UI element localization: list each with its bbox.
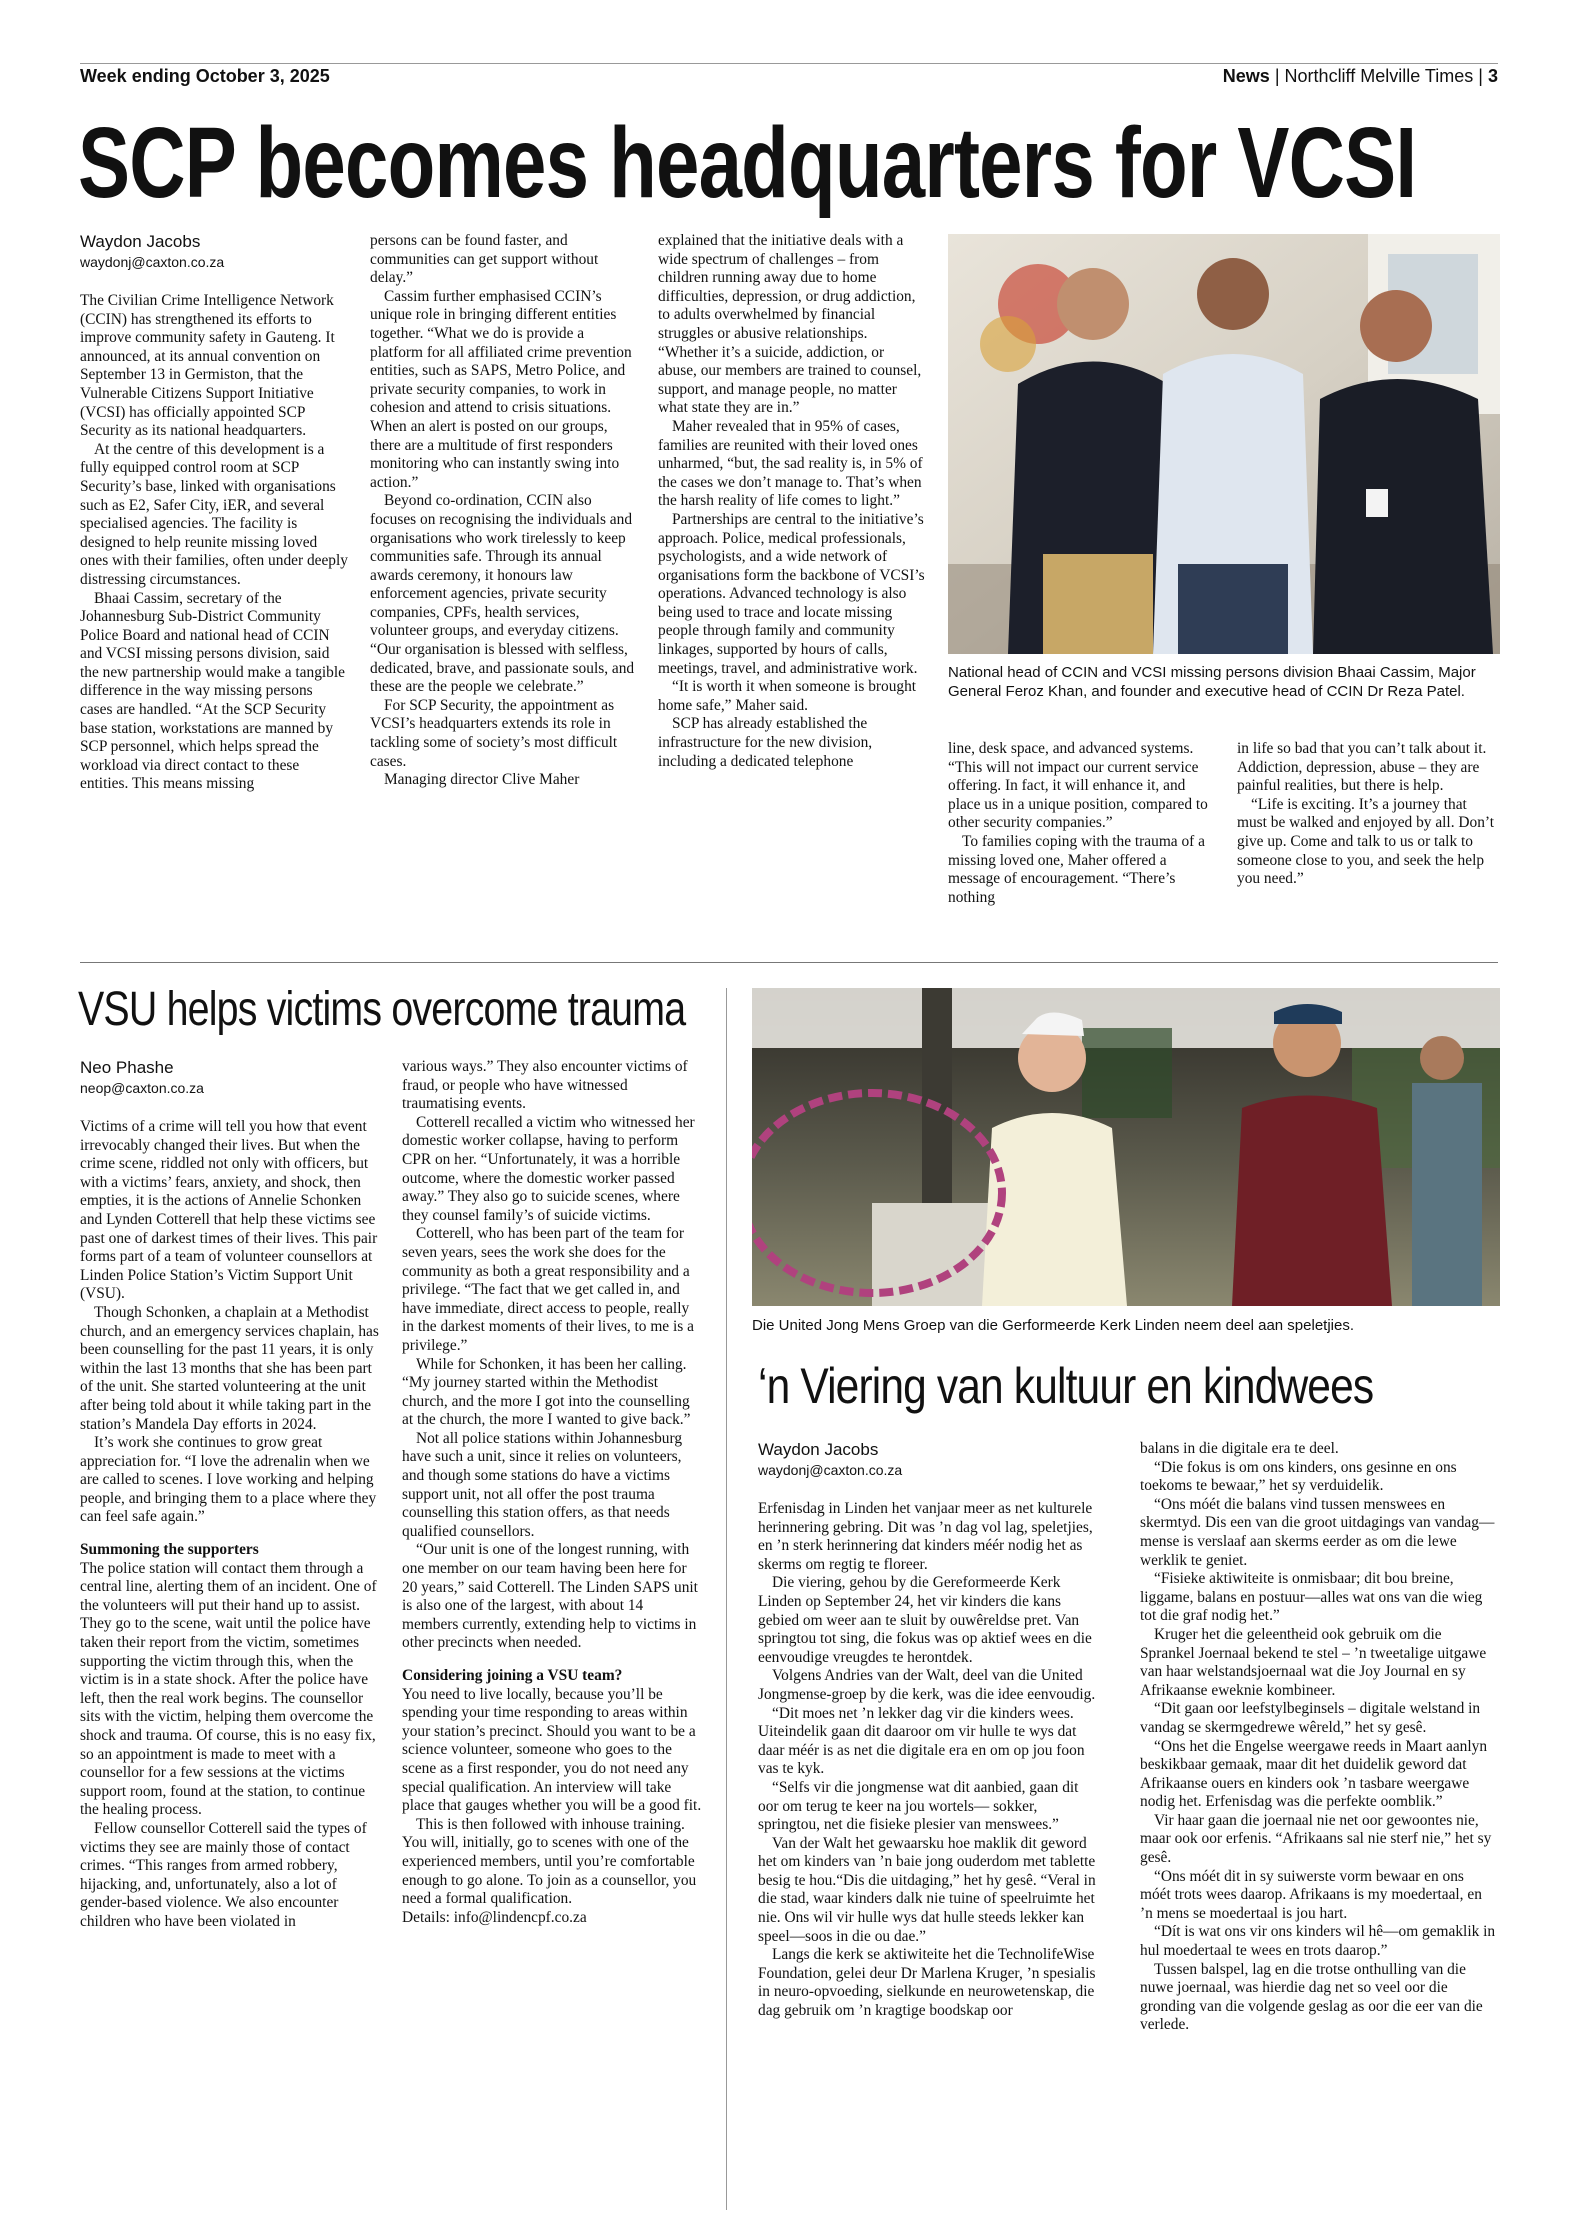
folio-separator: | <box>1274 66 1280 86</box>
article3-author: Waydon Jacobs <box>758 1440 879 1459</box>
page-number: 3 <box>1487 66 1498 86</box>
paragraph: Vir haar gaan die joernaal nie net oor gewoontes nie, maar ook oor erfenis. “Afrikaans sal nie sterf nie,” het sy gesê. <box>1140 1811 1492 1867</box>
article1-col3 <box>658 232 926 940</box>
paragraph: Partnerships are central to the initiative’s approach. Police, medical professionals, psychologists, and a wide network of organisations form the backbone of VCSI’s operations. Advanced technology is also being used to trace and locate missing people through family and community linkages, supported by hours of calls, meetings, travel, and administrative work. <box>658 510 925 677</box>
paragraph: Managing director Clive Maher <box>384 771 580 789</box>
paragraph: You need to live locally, because you’ll be spending your time responding to areas within your station’s precinct. Should you want to be a science volunteer, someone who goes to the scene as a first responder, you do not need any special qualification. An interview will take place that gauges whether you will be a good fit. <box>402 1685 702 1815</box>
paragraph: The police station will contact them through a central line, alerting them of an incident. One of the volunteers will put their hand up to assist. They go to the scene, wait until the police have taken their report from the victim, sometimes supporting the victim through this, when the victim is in a state shock. After the police have left, then the real work begins. The counsellor sits with the victim, helping them overcome the shock and trauma. Of course, this is no easy fix, so an appointment is made to meet with a counsellor for a few sessions at the victims support room, found at the station, to continue the healing process. <box>80 1559 377 1819</box>
header-rule <box>80 63 1498 64</box>
paragraph: The Civilian Crime Intelligence Network (CCIN) has strengthened its efforts to improve community safety in Gauteng. It announced, at its annual convention on September 13 in Germiston, that the Vulnerable Citizens Support Initiative (VCSI) has officially appointed SCP Security as its national headquarters. <box>80 292 335 440</box>
article3-col1 <box>758 1500 1102 2210</box>
section-divider <box>80 962 1498 963</box>
paragraph: It’s work she continues to grow great appreciation for. “I love the adrenalin when we are called to scenes. I love working and helping people, and bringing them to a place where they can feel safe again.” <box>80 1434 377 1526</box>
article1-col2 <box>370 232 638 940</box>
paragraph: Kruger het die geleentheid ook gebruik om die Sprankel Joernaal bekend te stel – ’n tweetalige uitgawe van haar welstandsjoernaal wat die Joy Journal en sy Afrikaanse eweknie kombineer. <box>1140 1625 1487 1699</box>
paragraph: Beyond co-ordination, CCIN also focuses on recognising the individuals and organisations who work tirelessly to keep communities safe. Through its annual awards ceremony, it honours law enforcement agencies, private security companies, CPFs, health services, volunteer groups, and everyday citizens. “Our organisation is blessed with selfless, dedicated, brave, and passionate souls, and these are the people we celebrate.” <box>370 492 635 696</box>
article2-headline: VSU helps victims overcome trauma <box>78 983 686 1036</box>
folio-separator: | <box>1478 66 1483 86</box>
paragraph: Victims of a crime will tell you how that event irrevocably changed their lives. But when the crime scene, riddled not only with officers, but with a victims’ fears, anxiety, and shock, then empties, it is the actions of Annelie Schonken and Lynden Cotterell that help these victims see past one of darkest times of their lives. This pair forms part of a team of volunteer counsellors at Linden Police Station’s Victim Support Unit (VSU). <box>80 1118 378 1303</box>
paragraph: Cassim further emphasised CCIN’s unique role in bringing different entities together. “What we do is provide a platform for all affiliated crime prevention entities, such as SAPS, Metro Police, and private security companies, to work in cohesion and attend to crisis situations. When an alert is posted on our groups, there are a multitude of first responders monitoring who can instantly swing into action.” <box>370 287 632 491</box>
paragraph: “Selfs vir die jongmense wat dit aanbied, gaan dit oor om terug te keer na jou wortels— sokker, springtou, net die fisieke plesier van menswees.” <box>758 1778 1079 1834</box>
paragraph: Volgens Andries van der Walt, deel van die United Jongmense-groep by die kerk, was die idee eenvoudig. <box>758 1667 1096 1703</box>
article1-col4 <box>948 740 1218 940</box>
paragraph: For SCP Security, the appointment as VCSI’s headquarters extends its role in tackling some of society’s most difficult cases. <box>370 696 618 770</box>
paragraph: “Ons móét die balans vind tussen menswees en skermtyd. Dis een van die groot uitdagings van vandag—mense is verslaaf aan skerms eerder as om die lewe werklik te geniet. <box>1140 1495 1495 1569</box>
article2-col2 <box>402 1058 702 2210</box>
article3-col2 <box>1140 1440 1496 2210</box>
paragraph: Langs die kerk se aktiwiteite het die TechnolifeWise Foundation, gelei deur Dr Marlena Kruger, ’n spesialis in neuro-opvoeding, sielkunde en neurowetenskap, die dag gebruik om ’n kragtige boodskap oor <box>758 1946 1096 2020</box>
paragraph: balans in die digitale era te deel. <box>1140 1440 1339 1457</box>
paragraph: While for Schonken, it has been her calling. “My journey started within the Methodist church, and the more I got into the counselling at the church, the more I wanted to give back.” <box>402 1355 691 1429</box>
article1-author: Waydon Jacobs <box>80 232 201 251</box>
paragraph: Tussen balspel, lag en die trotse onthulling van die nuwe joernaal, was hierdie dag net so veel oor die gronding van die volgende geslag as oor die eer van die verlede. <box>1140 1960 1483 2034</box>
paragraph: Van der Walt het gewaarsku hoe maklik dit geword het om kinders van ’n baie jong ouderdom met tablette besig te hou.“Dis die uitdaging,” het hy gesê. “Veral in die stad, waar kinders dalk nie tuine of speelruimte het nie. Ons wil vir hulle wys dat hulle steeds lekker kan speel—soos in die ou dae.” <box>758 1834 1096 1945</box>
paragraph: explained that the initiative deals with a wide spectrum of challenges – from children running away due to home difficulties, depression, or drug addiction, to adults overwhelmed by financial struggles or abusive relationships. “Whether it’s a suicide, addiction, or abuse, our members are trained to counsel, support, and manage people, no matter what state they are in.” <box>658 232 922 417</box>
paragraph: “Dit moes net ’n lekker dag vir die kinders wees. Uiteindelik gaan dit daaroor om vir hulle te wys dat daar méér is as net die digitale era en om op jou foon vas te kyk. <box>758 1704 1085 1778</box>
three-men-photo <box>948 234 1500 654</box>
article1-col5 <box>1237 740 1500 940</box>
paragraph: This is then followed with inhouse training. You will, initially, go to scenes with one of the experienced members, until you’re comfortable enough to go alone. To join as a counsellor, you need a formal qualification. <box>402 1815 697 1908</box>
paragraph: “Fisieke aktiwiteite is onmisbaar; dit bou breine, liggame, balans en postuur—alles wat ons van die wieg tot die graf nodig het.” <box>1140 1570 1483 1625</box>
subheading: Summoning the supporters <box>80 1541 259 1559</box>
article1-col1 <box>80 292 348 940</box>
paragraph: To families coping with the trauma of a missing loved one, Maher offered a message of encouragement. “There’s nothing <box>948 832 1205 906</box>
paragraph: various ways.” They also encounter victims of fraud, or people who have witnessed traumatising events. <box>402 1058 688 1113</box>
paragraph: Maher revealed that in 95% of cases, families are reunited with their loved ones unharmed, “but, the sad reality is, in 5% of the cases we don’t manage to. That’s when the harsh reality of life comes to light.” <box>658 417 923 510</box>
paragraph: line, desk space, and advanced systems. “This will not impact our current service offering. In fact, it will enhance it, and place us in a unique position, compared to other security companies.” <box>948 740 1208 832</box>
paragraph: “Die fokus is om ons kinders, ons gesinne en ons toekoms te bewaar,” het sy verduidelik. <box>1140 1458 1457 1495</box>
article3-photo-caption: Die United Jong Mens Groep van die Gerformeerde Kerk Linden neem deel aan speletjies. <box>752 1317 1355 1334</box>
issue-date: Week ending October 3, 2025 <box>80 66 330 86</box>
paragraph: Die viering, gehou by die Gereformeerde Kerk Linden op September 24, het vir kinders die kans gebied om weer aan te sluit by ouwêreldse pret. Van springtou tot sing, die fokus was op aktief wees en die eenvoudige vreugdes te herontdek. <box>758 1574 1092 1666</box>
paragraph: “It is worth it when someone is brought home safe,” Maher said. <box>658 678 917 714</box>
article3-photo <box>752 988 1500 1306</box>
hula-hoop-photo <box>752 988 1500 1306</box>
article1-email: waydonj@caxton.co.za <box>80 254 225 270</box>
article2-author: Neo Phashe <box>80 1058 174 1077</box>
column-divider <box>726 988 727 2210</box>
paragraph: At the centre of this development is a fully equipped control room at SCP Security’s base, linked with organisations such as E2, Safer City, iER, and several specialised agencies. The facility is designed to help reunite missing loved ones with their families, often under deeply distressing circumstances. <box>80 440 348 588</box>
article2-email: neop@caxton.co.za <box>80 1080 204 1096</box>
paragraph: Bhaai Cassim, secretary of the Johannesburg Sub-District Community Police Board and national head of CCIN and VCSI missing persons division, said the new partnership would make a tangible difference in the way missing persons cases are handled. “At the SCP Security base station, workstations are manned by SCP personnel, which helps spread the workload via direct contact to these entities. This means missing <box>80 589 345 793</box>
subheading: Considering joining a VSU team? <box>402 1667 623 1684</box>
paragraph: “Ons móét dit in sy suiwerste vorm bewaar en ons móét trots wees daarop. Afrikaans is my moedertaal, en ’n mens se moedertaal is jou hart. <box>1140 1867 1482 1922</box>
paragraph: “Dit gaan oor leefstylbeginsels – digitale welstand in vandag se skermgedrewe wêreld,” het sy gesê. <box>1140 1700 1481 1736</box>
paragraph: Cotterell, who has been part of the team for seven years, sees the work she does for the community as both a great responsibility and a privilege. “The fact that we get called in, and have immediate, direct access to people, really in the darkest moments of their lives, to me is a privilege.” <box>402 1225 694 1354</box>
paragraph: “Ons het die Engelse weergawe reeds in Maart aanlyn beskikbaar gemaak, maar dit het duidelik geword dat Afrikaanse ouers en kinders ook ’n tasbare weergawe nodig het. Erfenisdag was die perfekte oomblik.” <box>1140 1737 1488 1811</box>
paragraph: persons can be found faster, and communities can get support without delay.” <box>370 232 599 287</box>
paragraph: Erfenisdag in Linden het vanjaar meer as net kulturele herinnering gebring. Dit was ’n dag vol lag, speletjies, en ’n sterk herinnering dat kinders méér nodig het as skerms om regtig te floreer. <box>758 1500 1093 1573</box>
paragraph: Fellow counsellor Cotterell said the types of victims they see are mainly those of contact crimes. “This ranges from armed robbery, hijacking, and, unfortunately, also a lot of gender-based violence. We also encounter children who have been violated in <box>80 1819 367 1930</box>
paragraph: Not all police stations within Johannesburg have such a unit, since it relies on volunteers, and though some stations do have a victims support unit, not all offer the post trauma counselling this station offers, as that needs qualified counsellors. <box>402 1429 683 1540</box>
paragraph: Though Schonken, a chaplain at a Methodist church, and an emergency services chaplain, has been counselling for the past 11 years, it is only within the last 13 months that she has been part of the unit. She started volunteering at the unit after being told about it while taking part in the station’s Mandela Day efforts in 2024. <box>80 1303 379 1433</box>
article3-email: waydonj@caxton.co.za <box>758 1462 903 1478</box>
article2-col1 <box>80 1118 380 2210</box>
article1-photo-caption: National head of CCIN and VCSI missing persons division Bhaai Cassim, Major General Feroz Khan, and founder and executive head of CCIN Dr Reza Patel. <box>948 664 1476 700</box>
paragraph: Cotterell recalled a victim who witnessed her domestic worker collapse, having to perform CPR on her. “Unfortunately, it was a horrible outcome, where the domestic worker passed away.” They also go to suicide scenes, where they counsel family’s of suicide victims. <box>402 1113 695 1224</box>
article1-headline: SCP becomes headquarters for VCSI <box>78 107 1417 219</box>
paragraph: “Dít is wat ons vir ons kinders wil hê—om gemaklik in hul moedertaal te wees en trots daarop.” <box>1140 1923 1496 1960</box>
paragraph: in life so bad that you can’t talk about it. Addiction, depression, abuse – they are painful realities, but there is help. <box>1237 740 1487 795</box>
contact-details: Details: info@lindencpf.co.za <box>402 1908 587 1926</box>
article3-headline: ‘n Viering van kultuur en kindwees <box>758 1358 1374 1414</box>
paragraph: “Life is exciting. It’s a journey that must be walked and enjoyed by all. Don’t give up. Come and talk to us or talk to someone close to you, and seek the help you need.” <box>1237 795 1495 888</box>
paragraph: “Our unit is one of the longest running, with one member on our team having been here for 20 years,” said Cotterell. The Linden SAPS unit is also one of the largest, with about 14 members currently, extending help to victims in other precincts when needed. <box>402 1541 698 1652</box>
page-folio <box>1223 66 1498 87</box>
publication-name: Northcliff Melville Times <box>1284 66 1474 86</box>
article1-photo <box>948 234 1500 654</box>
section-label: News <box>1222 66 1270 86</box>
paragraph: SCP has already established the infrastructure for the new division, including a dedicated telephone <box>658 715 873 770</box>
